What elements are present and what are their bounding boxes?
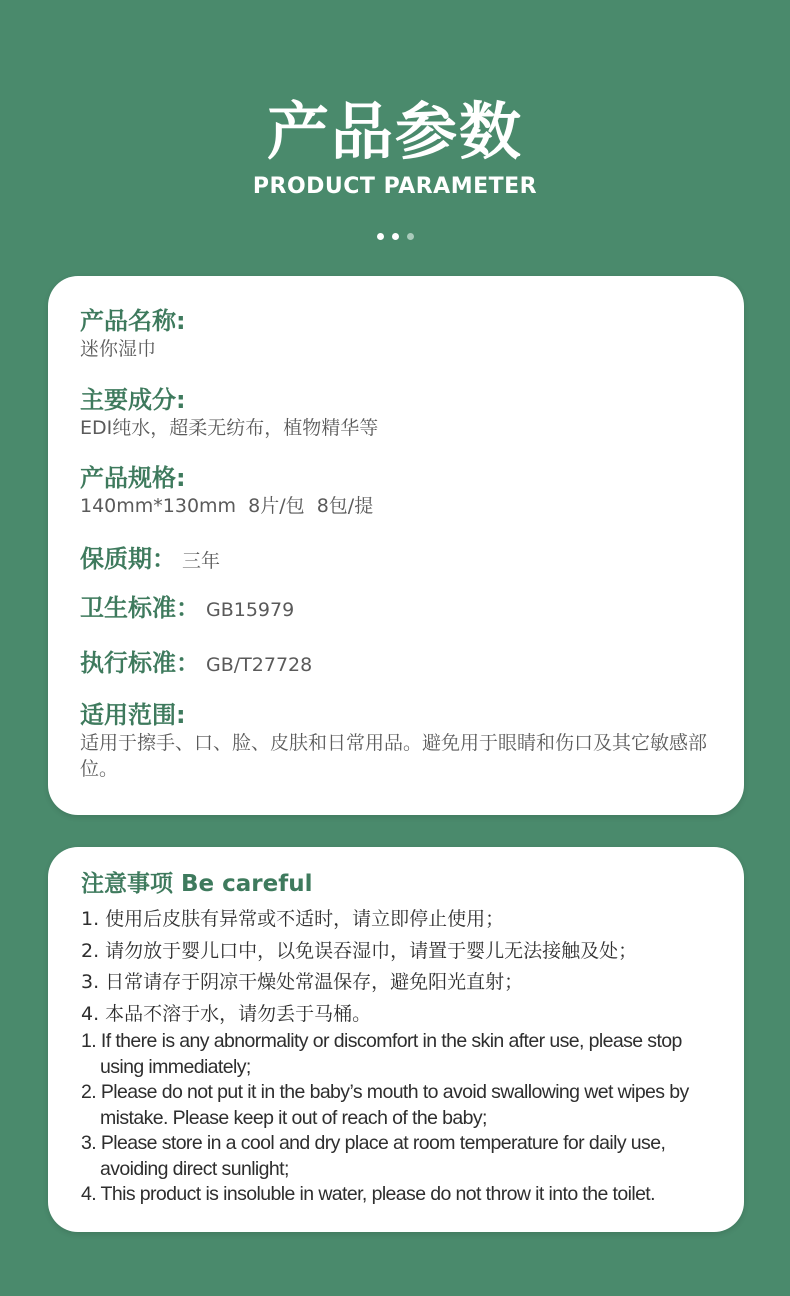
page-subtitle: PRODUCT PARAMETER <box>252 174 538 199</box>
list-item: 4. This product is insoluble in water, please do not throw it into the toilet. <box>81 1183 655 1205</box>
param-value: 适用于擦手、口、脸、皮肤和日常用品。避免用于眼睛和伤口及其它敏感部位。 <box>80 732 708 780</box>
param-value: EDI纯水，超柔无纺布，植物精华等 <box>80 417 379 439</box>
param-value: GB15979 <box>206 599 295 621</box>
list-item: 4. 本品不溶于水，请勿丢于马桶。 <box>81 1002 372 1025</box>
param-usage-scope <box>80 700 716 782</box>
caution-list-cn <box>81 904 724 1030</box>
list-item: 1. 使用后皮肤有异常或不适时，请立即停止使用； <box>81 908 505 930</box>
param-execution-standard <box>80 645 716 684</box>
list-item: 2. Please do not put it in the baby’s mouth to avoid swallowing wet wipes by mistake. Please keep it out of reach of the baby; <box>81 1081 689 1129</box>
param-label: 保质期： <box>80 545 176 573</box>
param-label: 适用范围: <box>80 701 186 729</box>
param-shelf-life <box>80 541 716 580</box>
list-item: 1. If there is any abnormality or discomfort in the skin after use, please stop using immediately; <box>81 1030 682 1078</box>
caution-title: 注意事项 Be careful <box>81 871 313 897</box>
param-hygiene-standard <box>80 590 716 629</box>
param-specification <box>80 463 716 519</box>
list-item: 3. 日常请存于阴凉干燥处常温保存，避免阳光直射； <box>81 971 524 993</box>
parameter-card <box>48 276 744 815</box>
page-dot-2 <box>392 233 399 240</box>
page-dot-1 <box>377 233 384 240</box>
caution-card <box>48 847 744 1232</box>
param-product-name <box>80 306 716 362</box>
caution-list-en <box>81 1029 724 1208</box>
param-value: 迷你湿巾 <box>80 338 157 360</box>
param-label: 产品名称: <box>80 307 186 335</box>
param-label: 主要成分: <box>80 386 186 414</box>
param-value: 三年 <box>182 550 221 572</box>
list-item: 2. 请勿放于婴儿口中，以免误吞湿巾，请置于婴儿无法接触及处； <box>81 939 638 962</box>
param-label: 产品规格: <box>80 464 186 492</box>
param-value: GB/T27728 <box>206 654 313 676</box>
param-label: 执行标准： <box>80 649 200 677</box>
param-ingredients <box>80 385 716 441</box>
page-title: 产品参数 <box>266 95 523 168</box>
page-indicator <box>0 233 790 240</box>
list-item: 3. Please store in a cool and dry place at room temperature for daily use, avoiding direct sunlight; <box>81 1132 666 1180</box>
param-label: 卫生标准： <box>80 594 200 622</box>
page-dot-3 <box>407 233 414 240</box>
param-value: 140mm*130mm 8片/包 8包/提 <box>80 495 374 517</box>
